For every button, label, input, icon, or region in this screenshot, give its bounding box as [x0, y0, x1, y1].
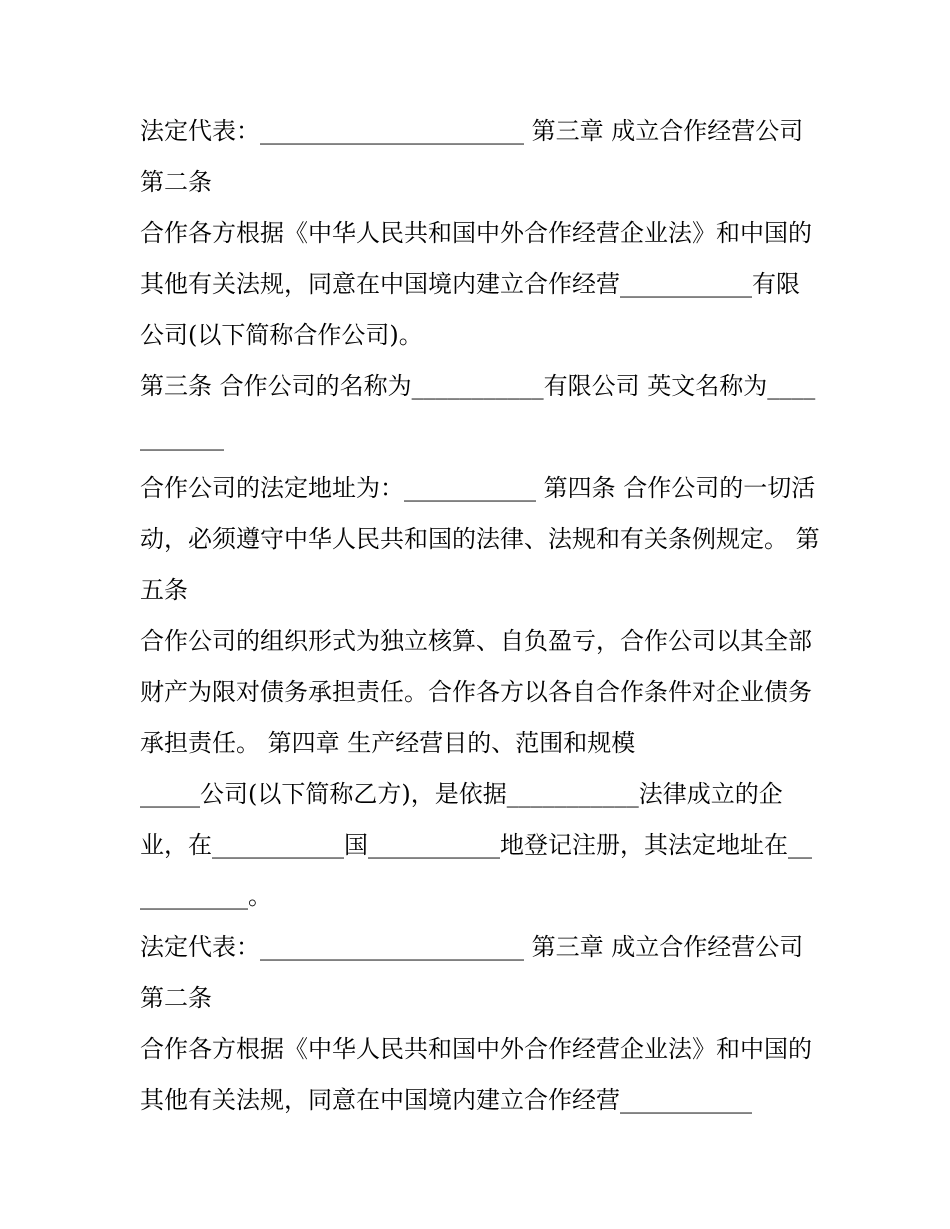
document-body [140, 106, 820, 1126]
paragraph-legal-representative-repeat: 法定代表：______________________ 第三章 成立合作经营公司 第二条 [140, 933, 811, 1012]
paragraph-legal-address: 合作公司的法定地址为：___________ 第四条 合作公司的一切活动，必须遵守中华人民共和国的法律、法规和有关条例规定。 第五条 [140, 474, 820, 604]
paragraph-party-b: _____公司(以下简称乙方)，是依据___________法律成立的企业，在___________国___________地登记注册，其法定地址在___________。 [140, 780, 812, 910]
paragraph-cooperation-basis: 合作各方根据《中华人民共和国中外合作经营企业法》和中国的其他有关法规，同意在中国境内建立合作经营___________有限公司(以下简称合作公司)。 [140, 219, 812, 349]
paragraph-organization-form: 合作公司的组织形式为独立核算、自负盈亏，合作公司以其全部财产为限对债务承担责任。合作各方以各自合作条件对企业债务承担责任。 第四章 生产经营目的、范围和规模 [140, 627, 812, 757]
paragraph-company-name: 第三条 合作公司的名称为___________有限公司 英文名称为___________ [140, 372, 816, 451]
paragraph-cooperation-basis-repeat: 合作各方根据《中华人民共和国中外合作经营企业法》和中国的其他有关法规，同意在中国境内建立合作经营___________ [140, 1035, 812, 1114]
paragraph-legal-representative: 法定代表：______________________ 第三章 成立合作经营公司 第二条 [140, 117, 811, 196]
